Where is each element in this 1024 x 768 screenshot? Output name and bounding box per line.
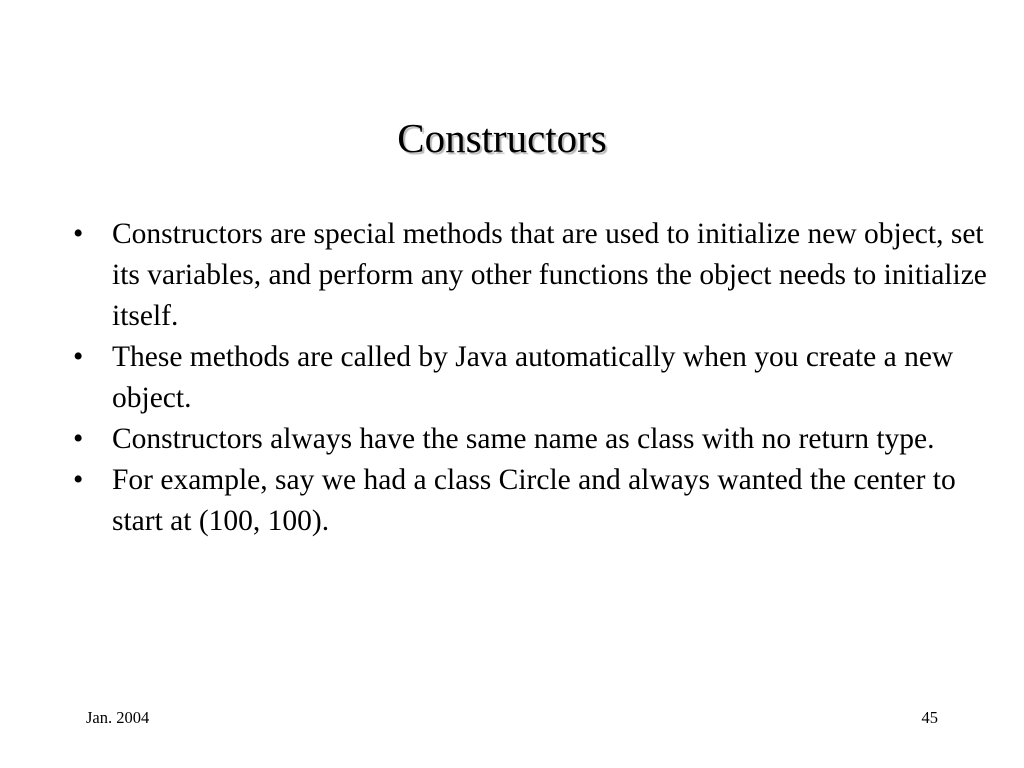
bullet-list [73, 214, 988, 542]
bullet-text: These methods are called by Java automatically when you create a new object. [112, 341, 954, 414]
bullet-icon: • [73, 218, 84, 250]
bullet-icon: • [73, 341, 84, 373]
bullet-item [73, 214, 988, 337]
bullet-icon: • [73, 423, 84, 455]
footer-page-number: 45 [921, 708, 938, 727]
bullet-icon: • [73, 464, 84, 496]
bullet-item [73, 460, 988, 542]
bullet-text: For example, say we had a class Circle and always wanted the center to start at (100, 100). [112, 464, 956, 537]
slide-title: Constructors [397, 115, 607, 161]
bullet-text: Constructors always have the same name as class with no return type. [112, 423, 935, 455]
bullet-text: Constructors are special methods that are used to initialize new object, set its variables, and perform any other functions the object needs to initialize itself. [112, 218, 987, 332]
footer-date: Jan. 2004 [86, 708, 150, 727]
bullet-item [73, 419, 988, 460]
bullet-item [73, 337, 988, 419]
